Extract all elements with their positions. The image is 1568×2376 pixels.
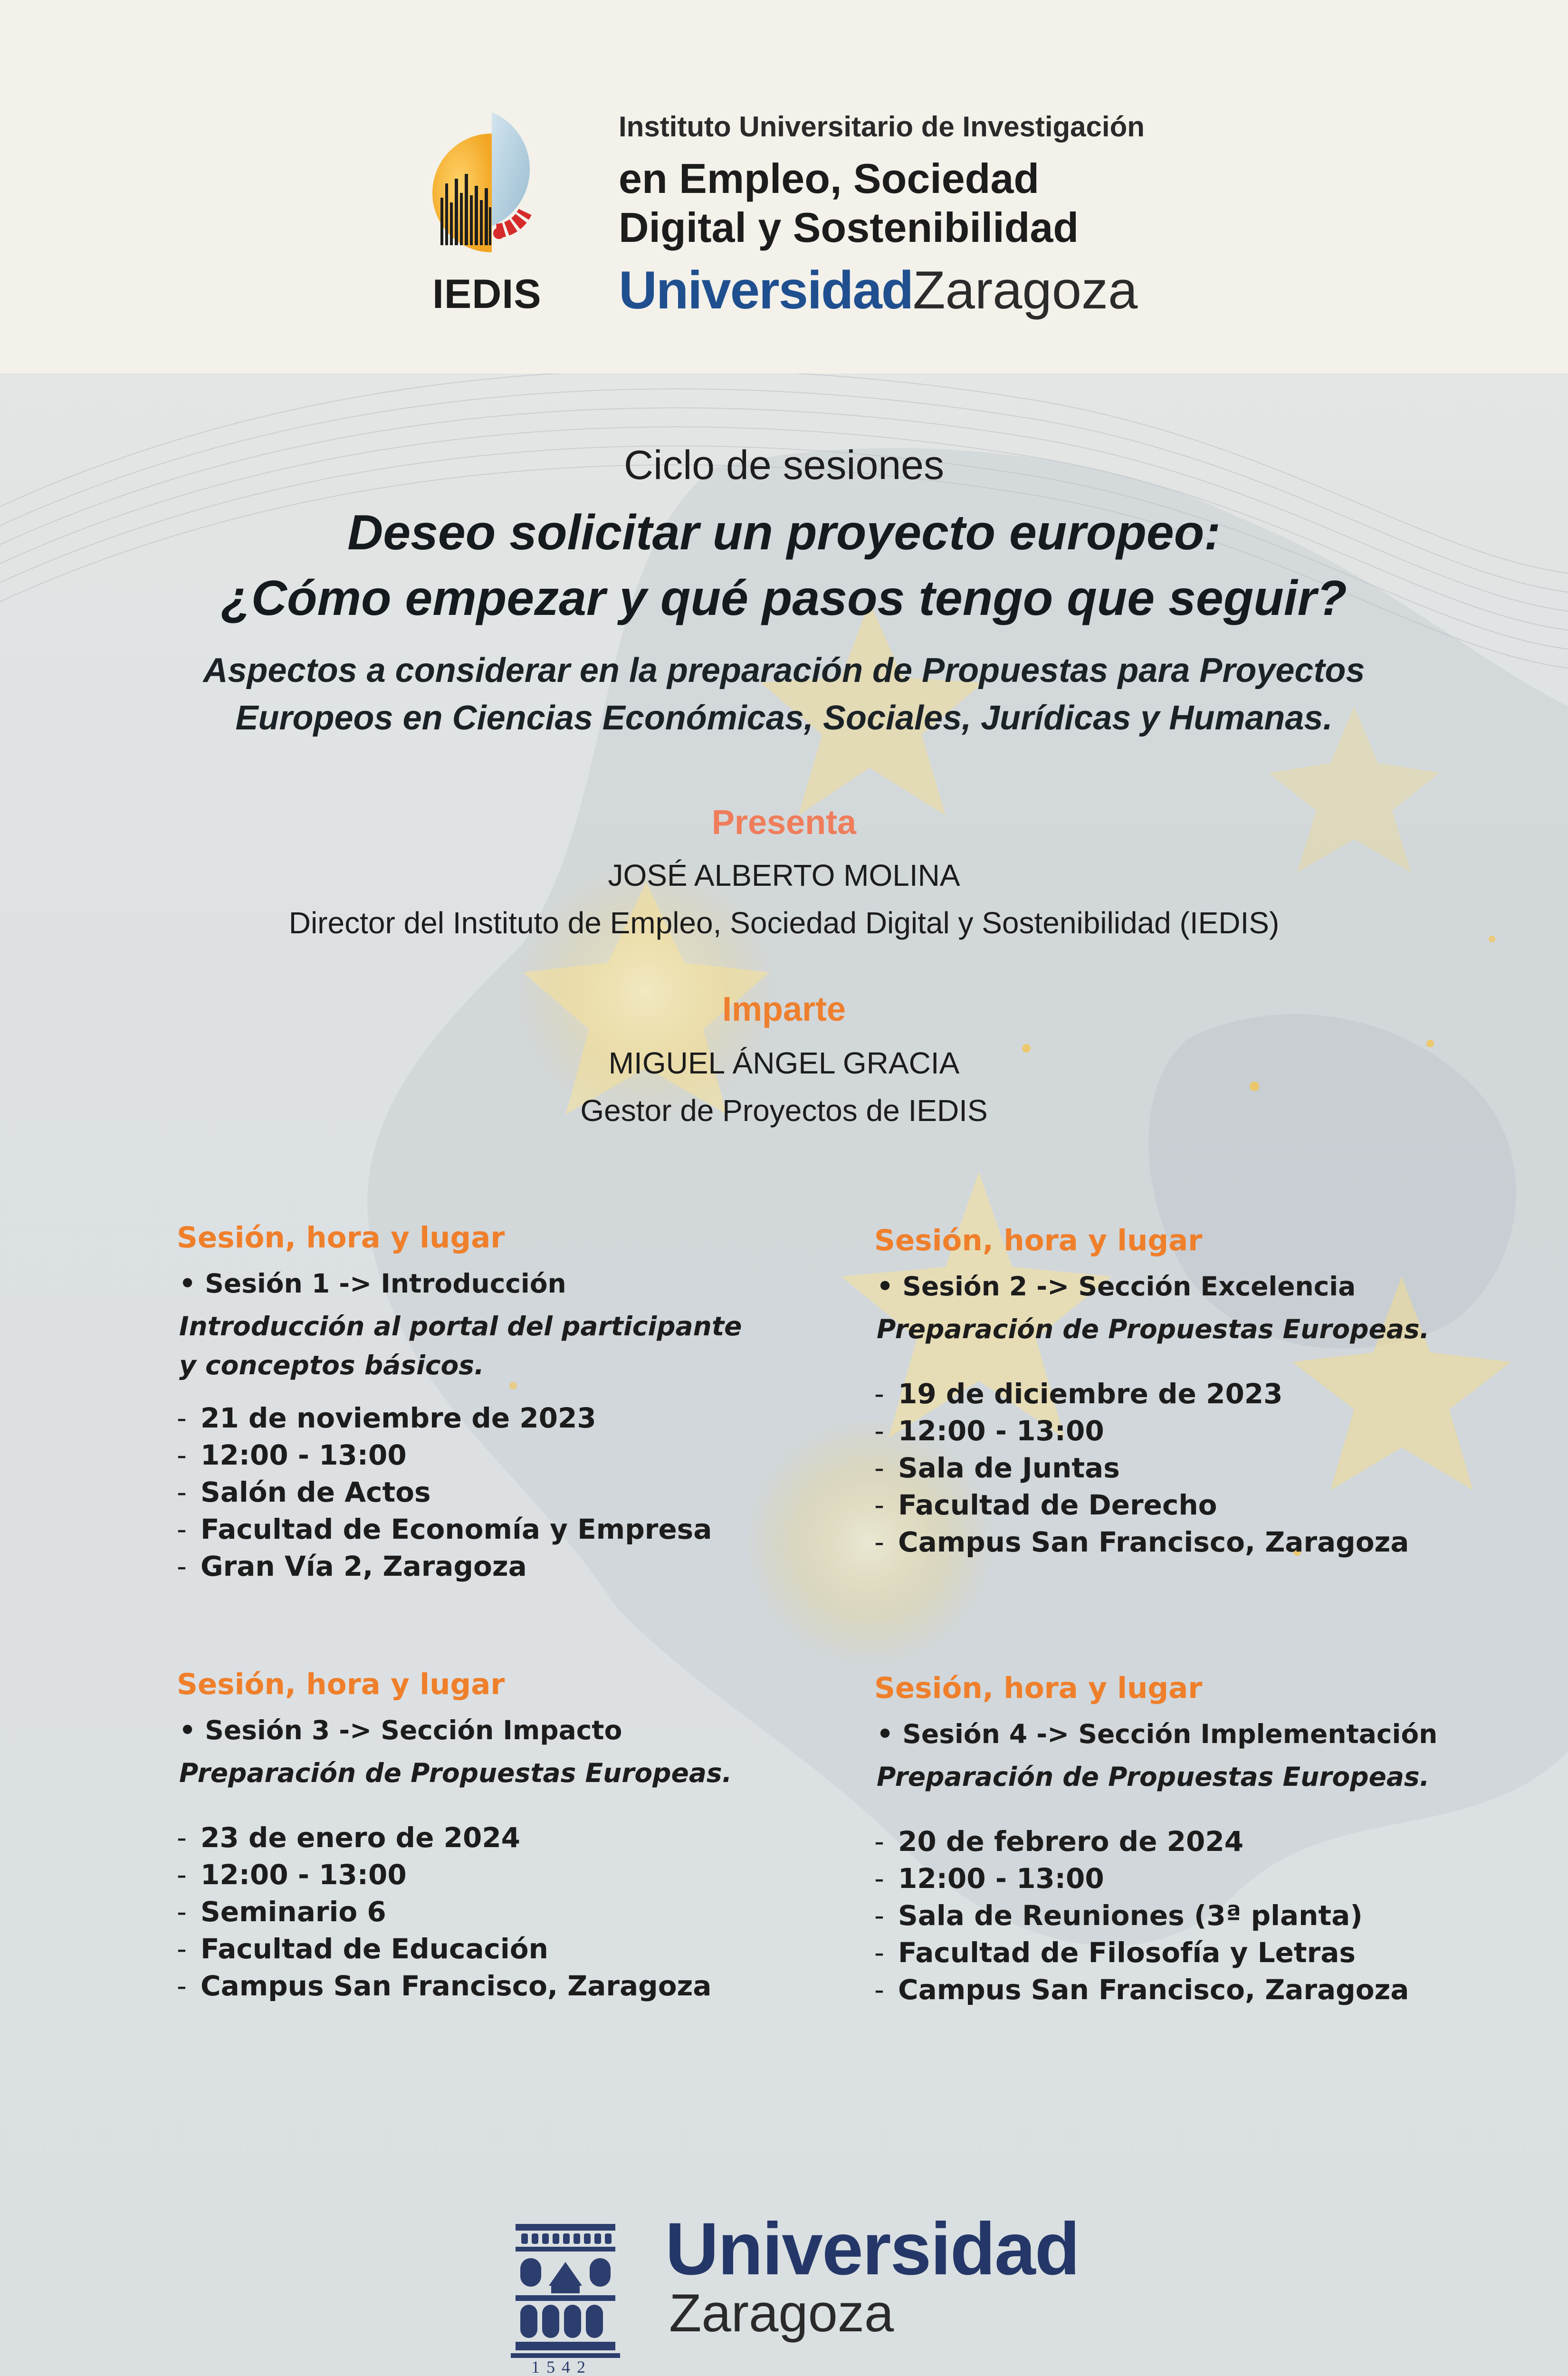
university-crest-icon (511, 2214, 620, 2376)
university-word: Universidad (619, 260, 913, 320)
session-description-line-2: y conceptos básicos. (179, 1350, 484, 1381)
iedis-logo-text: IEDIS (432, 271, 542, 317)
session-address: - Gran Vía 2, Zaragoza (177, 1550, 527, 1582)
session-heading: Sesión, hora y lugar (177, 1667, 505, 1701)
title-line-2: ¿Cómo empezar y qué pasos tengo que seguir? (221, 571, 1347, 626)
presenter-name: JOSÉ ALBERTO MOLINA (608, 858, 960, 892)
subtitle-line-1: Aspectos a considerar en la preparación de Propuestas para Proyectos (203, 651, 1365, 690)
instructor-name: MIGUEL ÁNGEL GRACIA (608, 1046, 960, 1080)
cycle-label: Ciclo de sesiones (623, 442, 945, 488)
institute-line-2: en Empleo, Sociedad (619, 155, 1040, 202)
session-time: - 12:00 - 13:00 (177, 1859, 407, 1891)
university-city: Zaragoza (913, 260, 1138, 320)
session-2 (874, 1223, 1563, 1561)
session-details (177, 1399, 866, 1585)
session-time: - 12:00 - 13:00 (874, 1415, 1104, 1447)
session-time: - 12:00 - 13:00 (177, 1438, 407, 1471)
session-description-line-1: Preparación de Propuestas Europeas. (877, 1761, 1430, 1792)
title-line-1: Deseo solicitar un proyecto europeo: (347, 505, 1221, 560)
founding-year: 1542 (531, 2357, 592, 2376)
session-address: - Campus San Francisco, Zaragoza (874, 1974, 1409, 2006)
presenter-heading: Presenta (711, 804, 857, 842)
university-city-footer: Zaragoza (669, 2283, 894, 2343)
session-description-line-1: Preparación de Propuestas Europeas. (877, 1313, 1430, 1344)
presenter-role: Director del Instituto de Empleo, Sociedad Digital y Sostenibilidad (IEDIS) (288, 906, 1280, 940)
subtitle-line-2: Europeos en Ciencias Económicas, Sociales, Jurídicas y Humanas. (235, 699, 1333, 737)
session-4 (874, 1671, 1563, 2008)
session-1 (177, 1220, 866, 1585)
instructor-role: Gestor de Proyectos de IEDIS (580, 1093, 988, 1128)
session-faculty: - Facultad de Derecho (874, 1489, 1217, 1522)
session-faculty: - Facultad de Filosofía y Letras (874, 1936, 1356, 1969)
session-room: - Sala de Juntas (874, 1452, 1120, 1485)
session-details (874, 1823, 1563, 2008)
session-date: - 20 de febrero de 2024 (874, 1825, 1244, 1858)
session-heading: Sesión, hora y lugar (874, 1224, 1203, 1257)
session-title: • Sesión 2 -> Sección Excelencia (877, 1271, 1356, 1302)
session-faculty: - Facultad de Educación (177, 1933, 548, 1965)
session-room: - Sala de Reuniones (3ª planta) (874, 1899, 1363, 1932)
session-details (177, 1819, 866, 2004)
session-address: - Campus San Francisco, Zaragoza (874, 1526, 1409, 1559)
session-3 (177, 1667, 866, 2004)
session-description-line-1: Introducción al portal del participante (179, 1311, 742, 1341)
university-wordmark-footer: Universidad (665, 2208, 1079, 2290)
session-address: - Campus San Francisco, Zaragoza (177, 1970, 712, 2002)
university-wordmark-header (619, 260, 1138, 320)
session-room: - Seminario 6 (177, 1896, 386, 1928)
session-time: - 12:00 - 13:00 (874, 1862, 1104, 1895)
header (0, 0, 1568, 374)
session-date: - 21 de noviembre de 2023 (177, 1401, 596, 1434)
institute-line-1: Instituto Universitario de Investigación (619, 111, 1145, 143)
session-faculty: - Facultad de Economía y Empresa (177, 1513, 712, 1545)
session-title: • Sesión 3 -> Sección Impacto (179, 1715, 622, 1746)
institute-line-3: Digital y Sostenibilidad (619, 204, 1079, 251)
session-heading: Sesión, hora y lugar (177, 1221, 505, 1255)
session-date: - 23 de enero de 2024 (177, 1821, 521, 1854)
session-heading: Sesión, hora y lugar (874, 1671, 1203, 1705)
session-title: • Sesión 1 -> Introducción (179, 1268, 566, 1299)
session-title: • Sesión 4 -> Sección Implementación (877, 1719, 1438, 1750)
session-room: - Salón de Actos (177, 1475, 431, 1508)
session-description-line-1: Preparación de Propuestas Europeas. (179, 1757, 732, 1788)
instructor-heading: Imparte (722, 990, 846, 1028)
session-date: - 19 de diciembre de 2023 (874, 1378, 1283, 1410)
session-details (874, 1375, 1563, 1561)
